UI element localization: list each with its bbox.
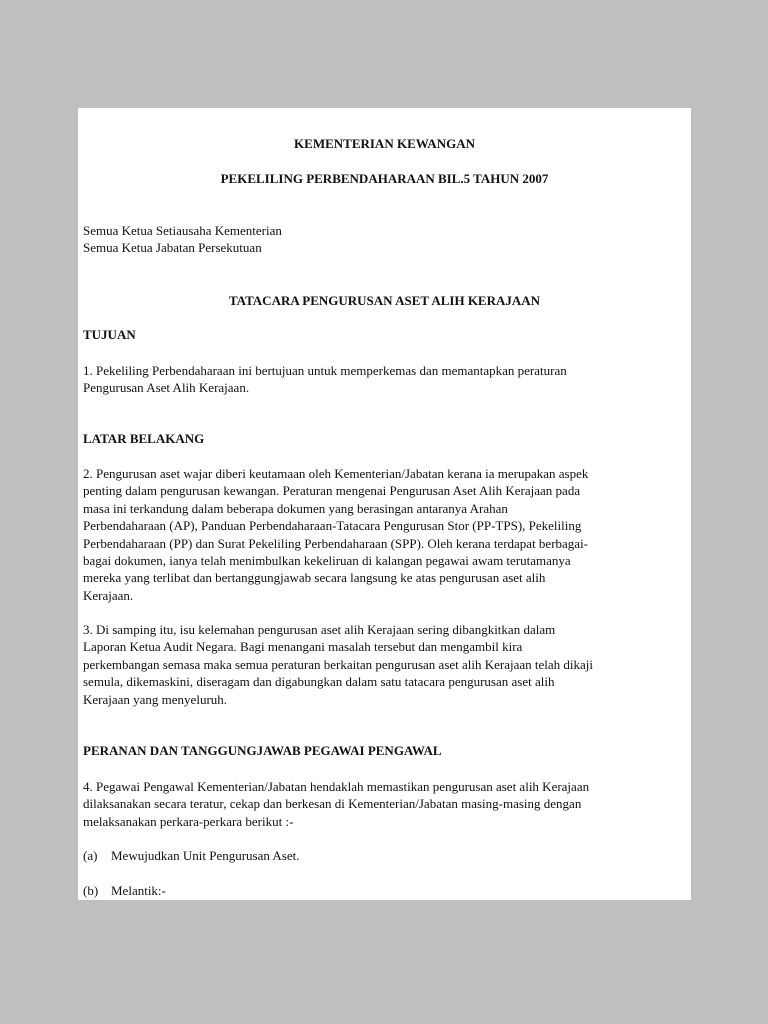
paragraph-line: semula, dikemaskini, diseragam dan digabungkan dalam satu tatacara pengurusan aset alih <box>83 674 555 690</box>
paragraph-line: penting dalam pengurusan kewangan. Peraturan mengenai Pengurusan Aset Alih Kerajaan pada <box>83 483 581 499</box>
document-page <box>78 108 691 900</box>
paragraph-line: Perbendaharaan (AP), Panduan Perbendaharaan-Tatacara Pengurusan Stor (PP-TPS), Pekeliling <box>83 518 582 534</box>
section-heading-peranan: PERANAN DAN TANGGUNGJAWAB PEGAWAI PENGAWAL <box>83 743 442 758</box>
paragraph-line: mereka yang terlibat dan bertanggungjawab secara langsung ke atas pengurusan aset alih <box>83 570 546 586</box>
paragraph-line: melaksanakan perkara-perkara berikut :- <box>83 813 294 829</box>
list-item-label: (a) <box>83 848 98 863</box>
circular-heading: PEKELILING PERBENDAHARAAN BIL.5 TAHUN 2007 <box>220 171 549 186</box>
paragraph-line: masa ini terkandung dalam beberapa dokumen yang berasingan antaranya Arahan <box>83 500 508 516</box>
list-item <box>83 847 673 864</box>
paragraph-4 <box>83 778 673 830</box>
paragraph-line: 2. Pengurusan aset wajar diberi keutamaan oleh Kementerian/Jabatan kerana ia merupakan aspek <box>83 466 589 481</box>
paragraph-line: perkembangan semasa maka semua peraturan berkaitan pengurusan aset alih Kerajaan telah dikaji <box>83 656 594 672</box>
recipient-line: Semua Ketua Jabatan Persekutuan <box>83 240 262 256</box>
paragraph-line: Pengurusan Aset Alih Kerajaan. <box>83 380 250 396</box>
section-heading-tujuan: TUJUAN <box>83 327 136 342</box>
list-item-text: Mewujudkan Unit Pengurusan Aset. <box>111 848 300 863</box>
paragraph-line: 3. Di samping itu, isu kelemahan pengurusan aset alih Kerajaan sering dibangkitkan dalam <box>83 622 556 637</box>
paragraph-line: Laporan Ketua Audit Negara. Bagi menangani masalah tersebut dan mengambil kira <box>83 639 523 655</box>
document-title: TATACARA PENGURUSAN ASET ALIH KERAJAAN <box>228 293 541 308</box>
recipient-line: Semua Ketua Setiausaha Kementerian <box>83 223 282 238</box>
list-item <box>83 882 673 899</box>
paragraph-line: 4. Pegawai Pengawal Kementerian/Jabatan hendaklah memastikan pengurusan aset alih Kerajaan <box>83 779 590 794</box>
paragraph-line: Perbendaharaan (PP) dan Surat Pekeliling Perbendaharaan (SPP). Oleh kerana terdapat berbagai- <box>83 535 589 551</box>
paragraph-1 <box>83 362 673 397</box>
paragraph-line: 1. Pekeliling Perbendaharaan ini bertujuan untuk memperkemas dan memantapkan peraturan <box>83 363 567 378</box>
paragraph-line: bagai dokumen, ianya telah menimbulkan kekeliruan di kalangan pegawai awam terutamanya <box>83 553 571 569</box>
paragraph-3 <box>83 621 673 708</box>
paragraph-line: dilaksanakan secara teratur, cekap dan berkesan di Kementerian/Jabatan masing-masing dengan <box>83 796 582 812</box>
section-heading-latar-belakang: LATAR BELAKANG <box>83 431 205 446</box>
paragraph-2 <box>83 465 673 604</box>
list-item-text: Melantik:- <box>111 883 166 898</box>
list-item-label: (b) <box>83 883 99 898</box>
ministry-heading: KEMENTERIAN KEWANGAN <box>294 136 475 151</box>
paragraph-line: Kerajaan yang menyeluruh. <box>83 691 228 707</box>
paragraph-line: Kerajaan. <box>83 587 134 603</box>
recipients <box>83 222 673 257</box>
